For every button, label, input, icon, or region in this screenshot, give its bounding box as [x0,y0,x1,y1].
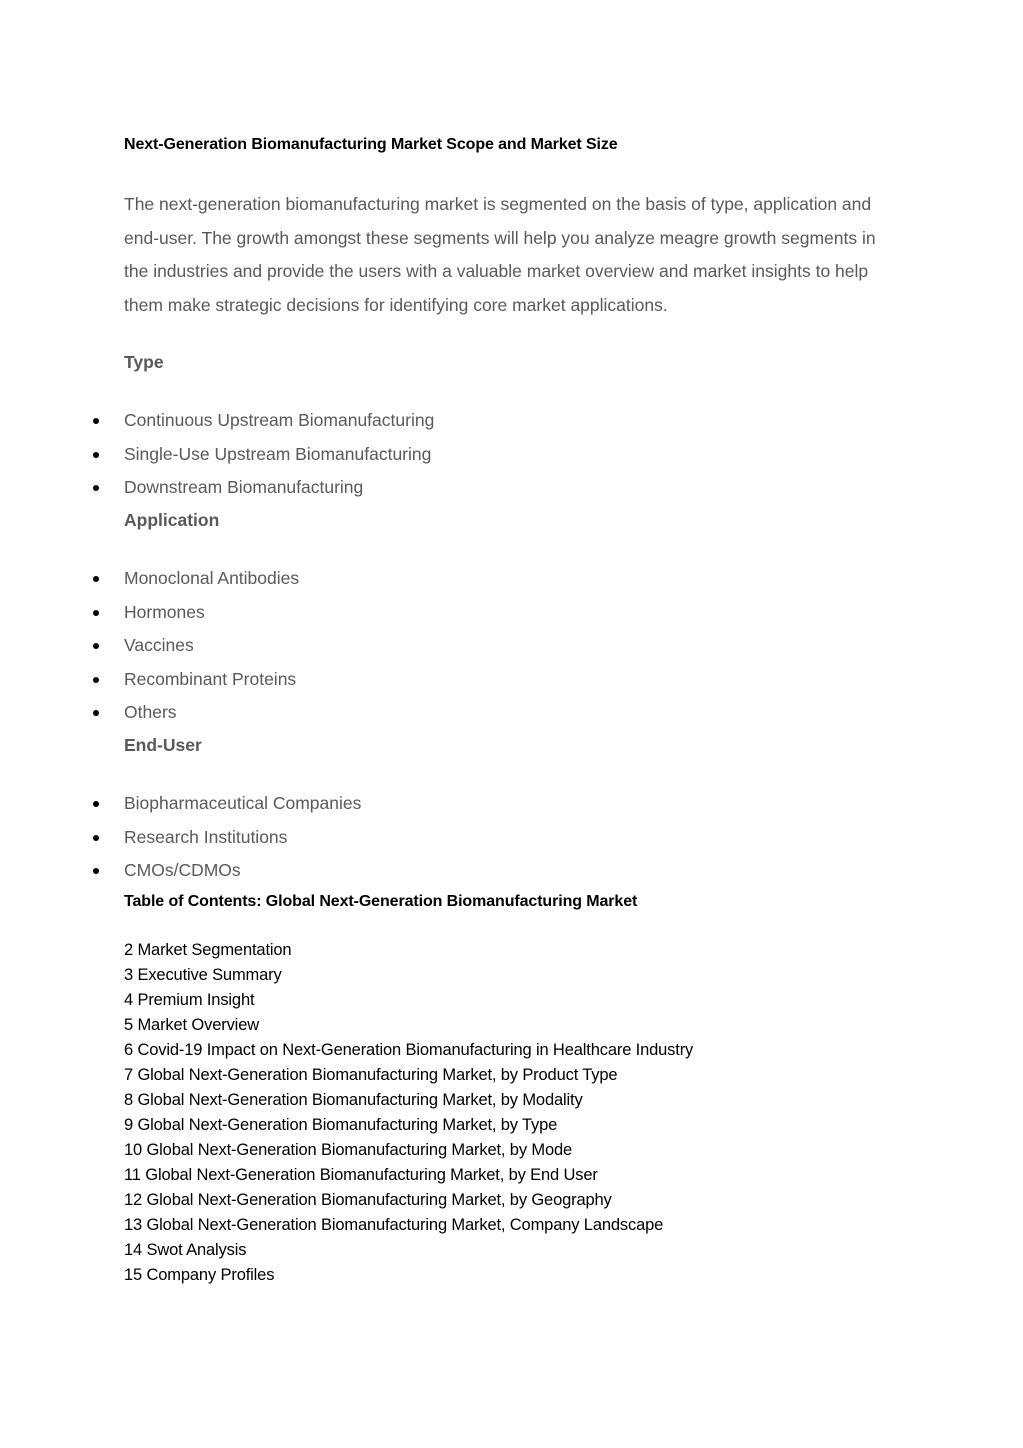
toc-item: 7 Global Next-Generation Biomanufacturing Market, by Product Type [124,1066,618,1084]
bullet-icon [93,418,99,424]
toc-item: 13 Global Next-Generation Biomanufacturing Market, Company Landscape [124,1216,664,1234]
bullet-icon [93,677,99,683]
intro-paragraph: The next-generation biomanufacturing market is segmented on the basis of type, application and end-user. The growth amongst these segments will help you analyze meagre growth segments in the industries and provide the users with a valuable market overview and market insights to help them make strategic decisions for identifying core market applications. [124,194,876,315]
bullet-icon [93,710,99,716]
list-item-label: Downstream Biomanufacturing [124,477,364,497]
list-item-label: Vaccines [124,635,194,655]
bullet-icon [93,643,99,649]
list-item-label: Others [124,702,177,722]
toc-item: 8 Global Next-Generation Biomanufacturing Market, by Modality [124,1091,583,1109]
list-item-label: Research Institutions [124,826,288,847]
list-item-label: Hormones [124,601,205,622]
bullet-icon [93,868,99,874]
list-item-label: Monoclonal Antibodies [124,568,300,588]
list-item-label: Continuous Upstream Biomanufacturing [124,410,435,430]
list-item-label: CMOs/CDMOs [124,860,241,880]
list-item-label: Single-Use Upstream Biomanufacturing [124,443,432,464]
toc-item: 9 Global Next-Generation Biomanufacturing Market, by Type [124,1116,558,1134]
toc-list [124,938,693,1288]
toc-item: 3 Executive Summary [124,966,282,984]
bullet-icon [93,485,99,491]
bullet-icon [93,835,99,841]
bullet-icon [93,576,99,582]
toc-item: 2 Market Segmentation [124,941,292,959]
toc-title: Table of Contents: Global Next-Generation Biomanufacturing Market [124,893,638,910]
toc-item: 4 Premium Insight [124,991,255,1009]
section-title-application: Application [124,510,220,530]
section-title-type: Type [124,352,164,372]
toc-item: 6 Covid-19 Impact on Next-Generation Biomanufacturing in Healthcare Industry [124,1041,694,1059]
bullet-icon [93,610,99,616]
toc-item: 11 Global Next-Generation Biomanufacturing Market, by End User [124,1166,598,1184]
toc-item: 10 Global Next-Generation Biomanufacturing Market, by Mode [124,1141,573,1159]
toc-item: 12 Global Next-Generation Biomanufacturing Market, by Geography [124,1191,612,1209]
toc-item: 14 Swot Analysis [124,1241,247,1259]
document-heading: Next-Generation Biomanufacturing Market Scope and Market Size [124,136,618,153]
bullet-icon [93,801,99,807]
list-item-label: Recombinant Proteins [124,668,297,689]
toc-item: 15 Company Profiles [124,1266,275,1284]
toc-item: 5 Market Overview [124,1016,259,1034]
bullet-icon [93,452,99,458]
list-item-label: Biopharmaceutical Companies [124,793,362,813]
section-title-end-user: End-User [124,735,202,755]
